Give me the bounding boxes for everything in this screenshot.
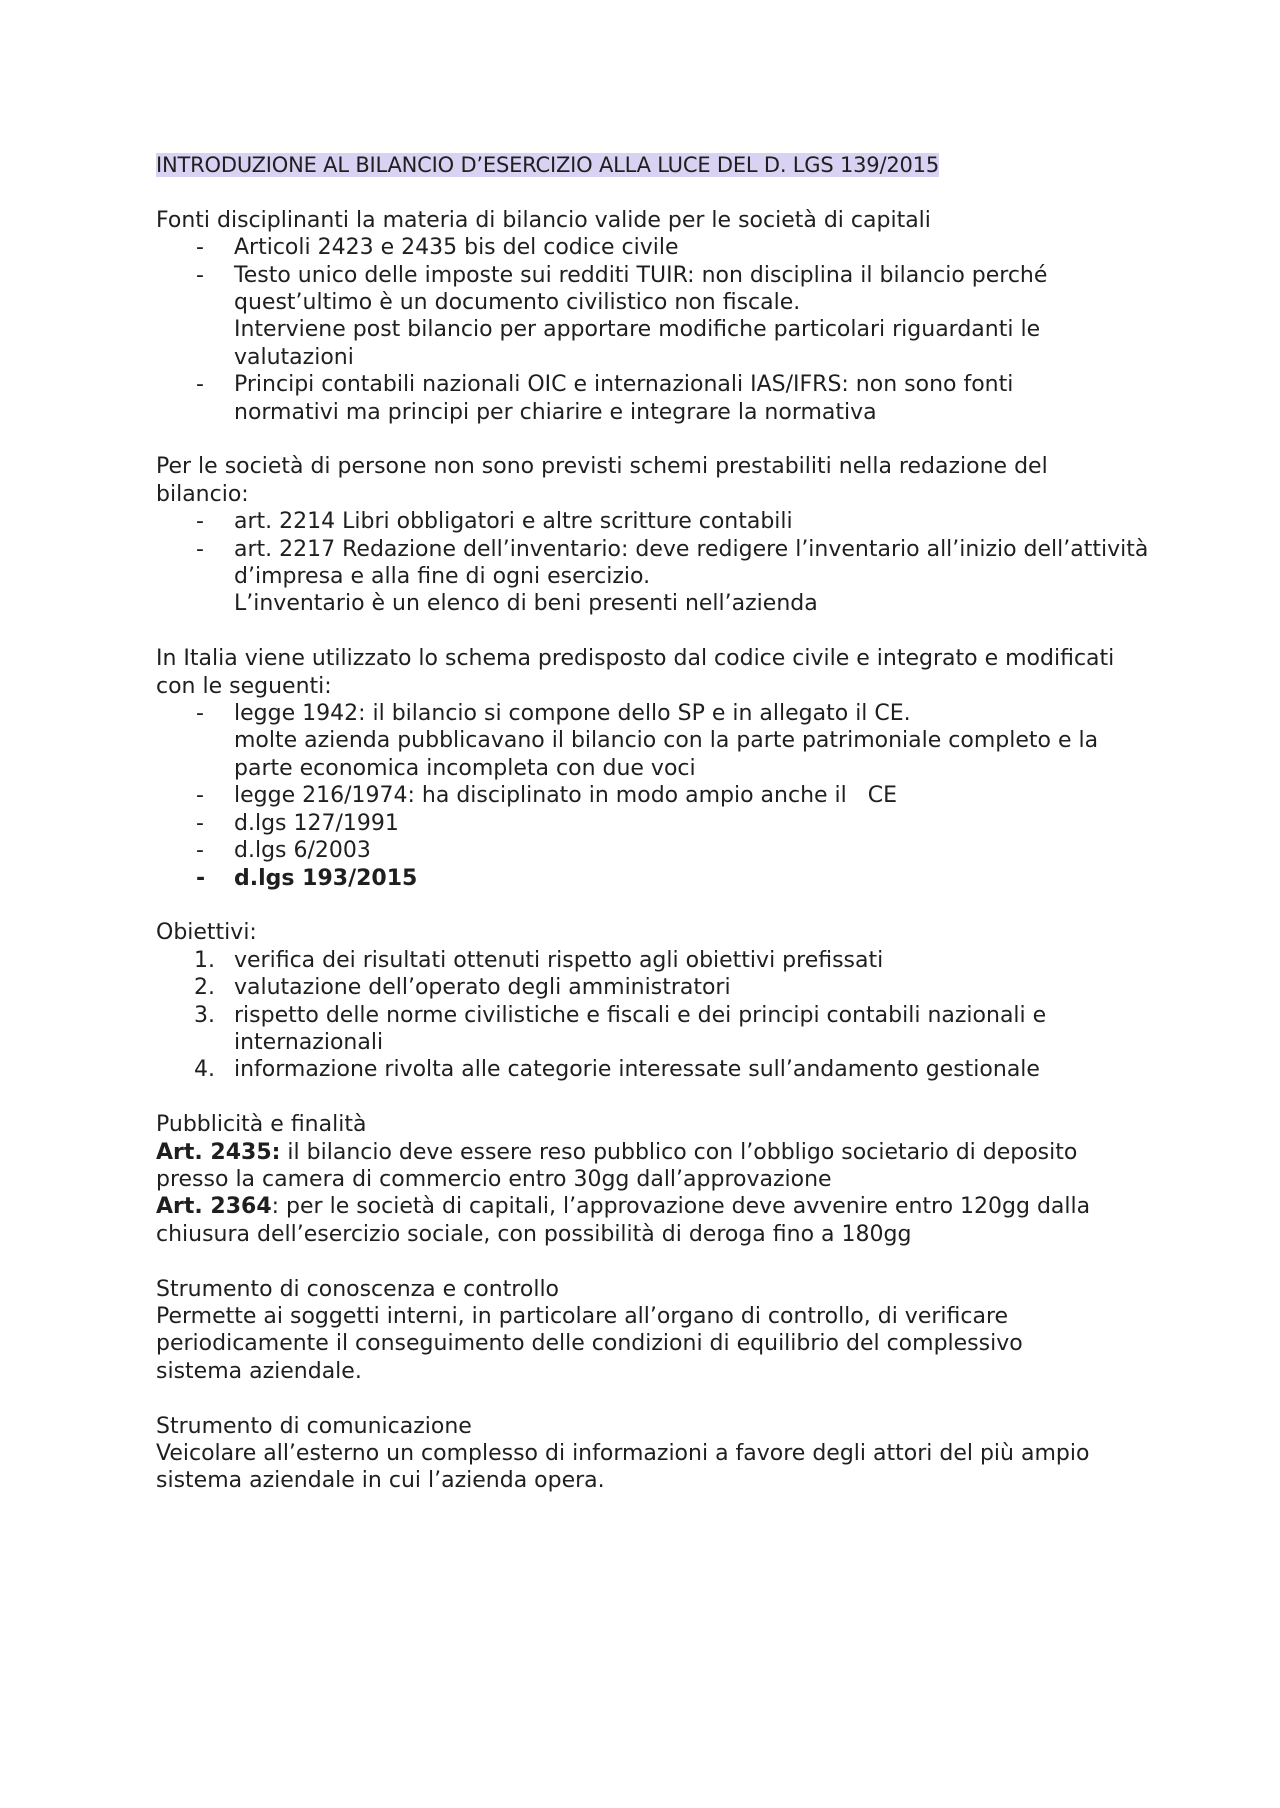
obiettivi-heading: Obiettivi:	[156, 920, 257, 946]
list-line: d’impresa e alla fine di ogni esercizio.	[234, 564, 651, 590]
italia-list	[156, 700, 1156, 892]
list-line: d.lgs 6/2003	[234, 838, 371, 864]
list-line: parte economica incompleta con due voci	[234, 755, 696, 781]
paragraph-line: periodicamente il conseguimento delle condizioni di equilibrio del complessivo	[156, 1331, 1023, 1357]
list-line: Testo unico delle imposte sui redditi TUIR: non disciplina il bilancio perché	[234, 262, 1048, 288]
list-line: informazione rivolta alle categorie interessate sull’andamento gestionale	[234, 1057, 1040, 1083]
list-marker: -	[196, 262, 204, 288]
list-item	[156, 782, 1156, 809]
section-fonti	[156, 207, 1156, 426]
list-item	[156, 1056, 1156, 1083]
list-line: art. 2214 Libri obbligatori e altre scritture contabili	[234, 509, 793, 535]
paragraph-line: presso la camera di commercio entro 30gg dall’approvazione	[156, 1166, 832, 1192]
paragraph-line: sistema aziendale in cui l’azienda opera.	[156, 1468, 605, 1494]
list-line: legge 1942: il bilancio si compone dello SP e in allegato il CE.	[234, 701, 911, 727]
section-conoscenza	[156, 1276, 1156, 1386]
list-marker: -	[196, 810, 204, 836]
list-line: d.lgs 127/1991	[234, 810, 399, 836]
list-marker: -	[196, 509, 204, 535]
paragraph-line: bilancio:	[156, 481, 249, 507]
list-line: legge 216/1974: ha disciplinato in modo ampio anche il CE	[234, 783, 898, 809]
list-line: art. 2217 Redazione dell’inventario: deve redigere l’inventario all’inizio dell’attività	[234, 536, 1149, 562]
list-marker: 3.	[194, 1002, 215, 1028]
list-item	[156, 700, 1156, 782]
document-title: INTRODUZIONE AL BILANCIO D’ESERCIZIO ALLA LUCE DEL D. LGS 139/2015	[156, 153, 939, 177]
paragraph-line: Per le società di persone non sono previsti schemi prestabiliti nella redazione del	[156, 454, 1048, 480]
section-italia	[156, 645, 1156, 892]
list-item	[156, 947, 1156, 974]
art-2364-text: : per le società di capitali, l’approvazione deve avvenire entro 120gg dalla	[271, 1194, 1091, 1220]
list-item	[156, 508, 1156, 535]
section-pubblicita	[156, 1111, 1156, 1248]
list-marker: 2.	[194, 975, 215, 1001]
art-2364-label: Art. 2364	[156, 1194, 272, 1220]
list-line: rispetto delle norme civilistiche e fiscali e dei principi contabili nazionali e	[234, 1002, 1047, 1028]
list-line: L’inventario è un elenco di beni presenti nell’azienda	[234, 591, 818, 617]
list-line: Principi contabili nazionali OIC e internazionali IAS/IFRS: non sono fonti	[234, 372, 1014, 398]
list-marker: -	[196, 783, 204, 809]
art-2435-text: il bilancio deve essere reso pubblico con l’obbligo societario di deposito	[280, 1139, 1078, 1165]
list-marker: -	[196, 701, 204, 727]
list-marker: -	[196, 838, 204, 864]
obiettivi-list	[156, 947, 1156, 1084]
list-marker: 1.	[194, 947, 215, 973]
list-marker: -	[196, 865, 206, 891]
list-marker: -	[196, 372, 204, 398]
list-item	[156, 1002, 1156, 1057]
list-line: verifica dei risultati ottenuti rispetto agli obiettivi prefissati	[234, 947, 884, 973]
list-line: d.lgs 193/2015	[234, 865, 418, 891]
paragraph-line: Veicolare all’esterno un complesso di informazioni a favore degli attori del più ampio	[156, 1440, 1090, 1466]
section-comunicazione	[156, 1413, 1156, 1495]
paragraph-line: Permette ai soggetti interni, in particolare all’organo di controllo, di verificare	[156, 1303, 1009, 1329]
paragraph-line: con le seguenti:	[156, 673, 332, 699]
document-page	[156, 152, 1156, 1522]
comunicazione-heading: Strumento di comunicazione	[156, 1413, 472, 1439]
conoscenza-heading: Strumento di conoscenza e controllo	[156, 1276, 560, 1302]
list-line: valutazione dell’operato degli amministratori	[234, 975, 731, 1001]
list-line: quest’ultimo è un documento civilistico non fiscale.	[234, 290, 801, 315]
art-2435-label: Art. 2435:	[156, 1139, 281, 1165]
list-marker: -	[196, 536, 204, 562]
persone-list	[156, 508, 1156, 618]
list-line: Articoli 2423 e 2435 bis del codice civile	[234, 235, 679, 261]
list-item	[156, 371, 1156, 426]
list-line: molte azienda pubblicavano il bilancio con la parte patrimoniale completo e la	[234, 728, 1099, 754]
list-line: normativi ma principi per chiarire e integrare la normativa	[234, 399, 877, 425]
paragraph-line: chiusura dell’esercizio sociale, con possibilità di deroga fino a 180gg	[156, 1221, 912, 1247]
list-line: valutazioni	[234, 344, 354, 370]
list-line: internazionali	[234, 1029, 384, 1055]
list-item	[156, 974, 1156, 1001]
fonti-heading: Fonti disciplinanti la materia di bilancio valide per le società di capitali	[156, 207, 931, 233]
list-line: Interviene post bilancio per apportare modifiche particolari riguardanti le	[234, 317, 1041, 343]
paragraph-line: In Italia viene utilizzato lo schema predisposto dal codice civile e integrato e modificati	[156, 646, 1115, 672]
fonti-list	[156, 234, 1156, 426]
list-marker: -	[196, 235, 204, 261]
list-item	[156, 234, 1156, 261]
list-item	[156, 536, 1156, 618]
list-item	[156, 810, 1156, 837]
list-item	[156, 262, 1156, 372]
title-line	[156, 152, 1156, 179]
section-persone	[156, 453, 1156, 617]
section-obiettivi	[156, 919, 1156, 1083]
list-item-bold	[156, 865, 1156, 892]
paragraph-line	[156, 1139, 1156, 1166]
list-marker: 4.	[194, 1057, 215, 1083]
paragraph-line	[156, 1193, 1156, 1220]
paragraph-line: sistema aziendale.	[156, 1358, 362, 1384]
pubblicita-heading: Pubblicità e finalità	[156, 1112, 367, 1138]
list-item	[156, 837, 1156, 864]
